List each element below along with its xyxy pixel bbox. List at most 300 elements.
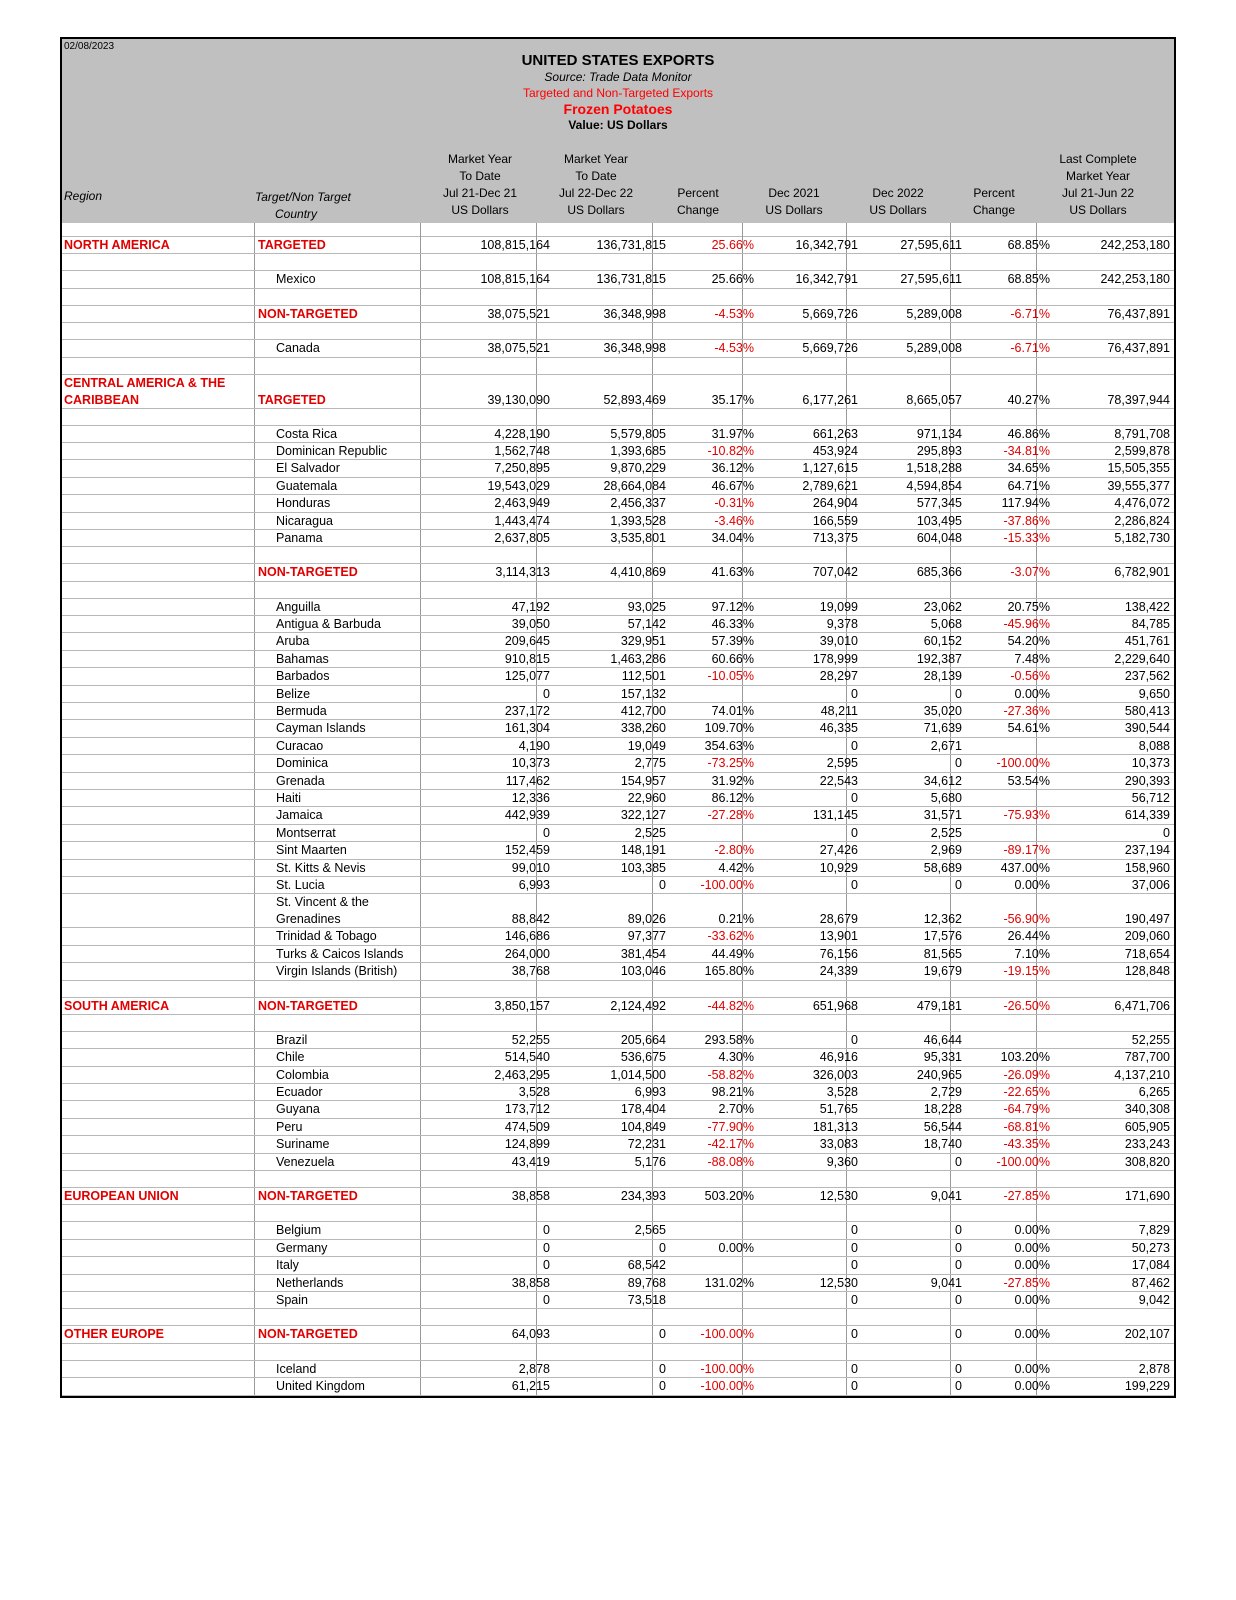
- cell-value: 51,765: [819, 1102, 858, 1117]
- cell-value: 713,375: [812, 530, 858, 545]
- cell-value: 0: [659, 1327, 666, 1342]
- cell-value: 661,263: [812, 426, 858, 441]
- table-row: [62, 1275, 1174, 1292]
- cell-value: 0: [659, 1379, 666, 1394]
- cell-value: 2,525: [634, 825, 666, 840]
- cell-value: 0.00%: [718, 1240, 754, 1255]
- cell-value: 12,530: [819, 1189, 858, 1204]
- group-total-row: [62, 375, 1174, 409]
- cell-value: 10,373: [1131, 756, 1170, 771]
- target-type-label: NON-TARGETED: [258, 306, 358, 321]
- col-header-target-line: Target/Non Target: [255, 190, 351, 204]
- spacer-row: [62, 1309, 1174, 1326]
- cell-value: 87,462: [1131, 1275, 1170, 1290]
- cell-value: 2,463,295: [494, 1067, 550, 1082]
- cell-value: -33.62%: [707, 929, 754, 944]
- country-name: Iceland: [276, 1361, 317, 1376]
- col-header-dec-2022: [846, 185, 950, 219]
- cell-value: 453,924: [812, 443, 858, 458]
- cell-value: 138,422: [1124, 599, 1170, 614]
- spacer-row: [62, 358, 1174, 375]
- cell-value: -10.82%: [707, 443, 754, 458]
- cell-value: 36,348,998: [603, 306, 666, 321]
- country-name: El Salvador: [276, 461, 340, 476]
- table-row: [62, 616, 1174, 633]
- target-type-label: NON-TARGETED: [258, 1327, 358, 1342]
- cell-value: -27.85%: [1003, 1275, 1050, 1290]
- cell-value: -27.85%: [1003, 1189, 1050, 1204]
- cell-value: 52,255: [1131, 1032, 1170, 1047]
- table-row: [62, 651, 1174, 668]
- spacer-row: [62, 409, 1174, 426]
- table-row: [62, 271, 1174, 288]
- hdr-line: Change: [972, 203, 1016, 217]
- header-spacer-row: [62, 223, 1174, 237]
- cell-value: 10,929: [819, 860, 858, 875]
- country-name: Panama: [276, 530, 323, 545]
- cell-value: 136,731,815: [596, 238, 666, 252]
- export-table: [60, 223, 1176, 1398]
- cell-value: 9,041: [930, 1275, 962, 1290]
- cell-value: -58.82%: [707, 1067, 754, 1082]
- country-name: Bermuda: [276, 704, 327, 719]
- cell-value: 0.00%: [1014, 1258, 1050, 1273]
- cell-value: 25.66%: [711, 238, 754, 252]
- cell-value: 604,048: [916, 530, 962, 545]
- cell-value: 181,313: [812, 1119, 858, 1134]
- report-title: UNITED STATES EXPORTS: [521, 52, 715, 69]
- cell-value: 60,152: [923, 634, 962, 649]
- cell-value: 46.67%: [711, 478, 754, 493]
- cell-value: 46,335: [819, 721, 858, 736]
- table-row: [62, 894, 1174, 928]
- cell-value: 146,686: [504, 929, 550, 944]
- cell-value: 6,265: [1138, 1085, 1170, 1100]
- col-header-region: Region: [64, 189, 103, 203]
- spacer-row: [62, 1205, 1174, 1222]
- cell-value: 503.20%: [704, 1189, 754, 1204]
- cell-value: 4,410,869: [610, 565, 666, 580]
- table-row: [62, 1257, 1174, 1274]
- cell-value: 86.12%: [711, 790, 754, 805]
- cell-value: 577,345: [916, 496, 962, 511]
- cell-value: 178,999: [812, 651, 858, 666]
- target-type-label: TARGETED: [258, 238, 326, 252]
- cell-value: 2,595: [826, 756, 858, 771]
- cell-value: -68.81%: [1003, 1119, 1050, 1134]
- cell-value: 36.12%: [711, 461, 754, 476]
- cell-value: 61,215: [511, 1379, 550, 1394]
- cell-value: 39,130,090: [487, 392, 550, 407]
- col-header-mytd-2022: [538, 151, 654, 219]
- cell-value: 293.58%: [704, 1032, 754, 1047]
- cell-value: 38,768: [511, 964, 550, 979]
- cell-value: 2,565: [634, 1223, 666, 1238]
- country-name: Costa Rica: [276, 426, 338, 441]
- cell-value: 326,003: [812, 1067, 858, 1082]
- cell-value: 4.30%: [718, 1050, 754, 1065]
- report-product: Frozen Potatoes: [563, 101, 673, 117]
- cell-value: 117,462: [505, 773, 550, 788]
- country-name: Sint Maarten: [276, 843, 347, 858]
- cell-value: 54.20%: [1007, 634, 1050, 649]
- cell-value: 707,042: [812, 565, 858, 580]
- cell-value: 171,690: [1124, 1189, 1170, 1204]
- hdr-line: US Dollars: [451, 203, 509, 217]
- cell-value: 165.80%: [704, 964, 754, 979]
- cell-value: 0.00%: [1014, 1240, 1050, 1255]
- cell-value: 3,528: [826, 1085, 858, 1100]
- cell-value: 112,501: [621, 669, 666, 684]
- country-name: St. Lucia: [276, 877, 325, 892]
- cell-value: 2,878: [1138, 1361, 1170, 1376]
- cell-value: 329,951: [620, 634, 666, 649]
- cell-value: 6,177,261: [802, 392, 858, 407]
- cell-value: 103.20%: [1000, 1050, 1050, 1065]
- cell-value: 5,289,008: [906, 341, 962, 356]
- cell-value: 1,127,615: [802, 461, 858, 476]
- cell-value: 2,969: [930, 843, 962, 858]
- cell-value: 442,939: [504, 808, 550, 823]
- cell-value: -27.36%: [1003, 704, 1050, 719]
- cell-value: 72,231: [627, 1137, 666, 1152]
- cell-value: 2,124,492: [610, 998, 666, 1013]
- cell-value: 209,645: [504, 634, 550, 649]
- cell-value: 308,820: [1124, 1154, 1170, 1169]
- cell-value: 178,404: [620, 1102, 666, 1117]
- country-name: Virgin Islands (British): [276, 964, 398, 979]
- country-name: Montserrat: [276, 825, 336, 840]
- target-type-label: TARGETED: [258, 392, 326, 407]
- cell-value: 64.71%: [1007, 478, 1050, 493]
- table-row: [62, 443, 1174, 460]
- cell-value: 5,680: [930, 790, 962, 805]
- cell-value: 93,025: [627, 599, 666, 614]
- cell-value: -2.80%: [714, 843, 754, 858]
- cell-value: 53.54%: [1007, 773, 1050, 788]
- cell-value: 1,562,748: [494, 443, 550, 458]
- cell-value: 0.00%: [1014, 1379, 1050, 1394]
- cell-value: 0: [851, 790, 858, 805]
- cell-value: -27.28%: [707, 808, 754, 823]
- cell-value: 60.66%: [711, 651, 754, 666]
- cell-value: 190,497: [1124, 912, 1170, 927]
- cell-value: 0: [543, 686, 550, 701]
- cell-value: 9,042: [1138, 1292, 1170, 1307]
- table-row: [62, 1292, 1174, 1309]
- cell-value: 12,336: [511, 790, 550, 805]
- country-name: Curacao: [276, 738, 324, 753]
- cell-value: 34,612: [923, 773, 962, 788]
- cell-value: 381,454: [620, 946, 666, 961]
- cell-value: 685,366: [916, 565, 962, 580]
- col-header-pct-change-dec: [950, 185, 1038, 219]
- cell-value: 27,426: [819, 843, 858, 858]
- cell-value: 28,664,084: [603, 478, 666, 493]
- cell-value: 514,540: [504, 1050, 550, 1065]
- cell-value: 33,083: [819, 1137, 858, 1152]
- table-row: [62, 495, 1174, 512]
- table-row: [62, 703, 1174, 720]
- table-row: [62, 599, 1174, 616]
- cell-value: -19.15%: [1003, 964, 1050, 979]
- cell-value: 136,731,815: [596, 272, 666, 287]
- cell-value: 0: [851, 686, 858, 701]
- country-name: Turks & Caicos Islands: [276, 946, 404, 961]
- cell-value: 0: [955, 1240, 962, 1255]
- hdr-line: US Dollars: [765, 203, 823, 217]
- spacer-row: [62, 981, 1174, 998]
- region-label: EUROPEAN UNION: [64, 1189, 179, 1204]
- report-subtitle: Targeted and Non-Targeted Exports: [522, 86, 714, 100]
- table-row: [62, 530, 1174, 547]
- hdr-line: Dec 2021: [768, 186, 820, 200]
- cell-value: 57,142: [627, 617, 666, 632]
- cell-value: 0: [955, 756, 962, 771]
- cell-value: -0.56%: [1010, 669, 1050, 684]
- col-header-dec-2021: [742, 185, 846, 219]
- cell-value: 23,062: [923, 599, 962, 614]
- cell-value: 52,893,469: [603, 392, 666, 407]
- cell-value: -3.07%: [1010, 565, 1050, 580]
- cell-value: 0: [543, 1292, 550, 1307]
- cell-value: 18,740: [923, 1137, 962, 1152]
- country-name: Barbados: [276, 669, 330, 684]
- cell-value: 98.21%: [711, 1085, 754, 1100]
- group-total-row: [62, 1188, 1174, 1205]
- title-block: [62, 53, 1174, 133]
- table-row: [62, 668, 1174, 685]
- country-name: Honduras: [276, 496, 331, 511]
- cell-value: 152,459: [504, 843, 550, 858]
- table-row: [62, 1119, 1174, 1136]
- cell-value: 4.42%: [718, 860, 754, 875]
- cell-value: 125,077: [504, 669, 550, 684]
- report-date: 02/08/2023: [64, 41, 115, 52]
- cell-value: 8,665,057: [906, 392, 962, 407]
- cell-value: 2.70%: [718, 1102, 754, 1117]
- cell-value: 237,172: [504, 704, 550, 719]
- cell-value: 2,637,805: [494, 530, 550, 545]
- hdr-line: Market Year: [1065, 169, 1131, 183]
- cell-value: 264,000: [504, 946, 550, 961]
- cell-value: 605,905: [1124, 1119, 1170, 1134]
- cell-value: 103,046: [620, 964, 666, 979]
- cell-value: 24,339: [819, 964, 858, 979]
- cell-value: 7,829: [1138, 1223, 1170, 1238]
- cell-value: -100.00%: [996, 756, 1050, 771]
- cell-value: 240,965: [916, 1067, 962, 1082]
- cell-value: 2,229,640: [1114, 651, 1170, 666]
- country-name: Jamaica: [276, 808, 323, 823]
- col-header-country-line: Country: [275, 207, 318, 221]
- cell-value: 35,020: [923, 704, 962, 719]
- cell-value: 3,850,157: [494, 998, 550, 1013]
- cell-value: 0: [955, 686, 962, 701]
- cell-value: 74.01%: [711, 704, 754, 719]
- country-name: Venezuela: [276, 1154, 335, 1169]
- cell-value: 28,297: [819, 669, 858, 684]
- cell-value: 0: [955, 1154, 962, 1169]
- hdr-line: Jul 21-Dec 21: [442, 186, 518, 200]
- cell-value: 0: [955, 1292, 962, 1307]
- cell-value: 40.27%: [1007, 392, 1050, 407]
- cell-value: 4,190: [518, 738, 550, 753]
- cell-value: 0: [955, 1258, 962, 1273]
- country-name: Haiti: [276, 790, 302, 805]
- cell-value: 0.21%: [718, 912, 754, 927]
- cell-value: 2,789,621: [802, 478, 858, 493]
- table-row: [62, 790, 1174, 807]
- hdr-line: Percent: [677, 186, 719, 200]
- cell-value: 290,393: [1124, 773, 1170, 788]
- cell-value: 1,393,685: [610, 443, 666, 458]
- cell-value: 0: [851, 738, 858, 753]
- country-name: Antigua & Barbuda: [276, 617, 381, 632]
- table-row: [62, 1361, 1174, 1378]
- cell-value: 48,211: [820, 704, 858, 719]
- table-row: [62, 928, 1174, 945]
- cell-value: 614,339: [1124, 808, 1170, 823]
- export-report: [60, 37, 1176, 1398]
- cell-value: 264,904: [812, 496, 858, 511]
- cell-value: 451,761: [1124, 634, 1170, 649]
- cell-value: 108,815,164: [480, 238, 550, 252]
- cell-value: 108,815,164: [480, 272, 550, 287]
- cell-value: 5,068: [930, 617, 962, 632]
- cell-value: 237,194: [1124, 843, 1170, 858]
- spacer-row: [62, 1171, 1174, 1188]
- cell-value: 390,544: [1124, 721, 1170, 736]
- cell-value: 0: [851, 877, 858, 892]
- cell-value: 89,768: [627, 1275, 666, 1290]
- cell-value: -37.86%: [1003, 513, 1050, 528]
- cell-value: 202,107: [1124, 1327, 1170, 1342]
- country-name: Germany: [276, 1240, 328, 1255]
- country-name: Peru: [276, 1119, 303, 1134]
- cell-value: 6,993: [518, 877, 550, 892]
- table-row: [62, 738, 1174, 755]
- cell-value: 0.00%: [1014, 686, 1050, 701]
- cell-value: 2,463,949: [494, 496, 550, 511]
- cell-value: 39,555,377: [1107, 478, 1170, 493]
- cell-value: 209,060: [1124, 929, 1170, 944]
- report-value-note: Value: US Dollars: [568, 118, 668, 132]
- country-name: Brazil: [276, 1032, 308, 1047]
- cell-value: 2,775: [634, 756, 666, 771]
- cell-value: -42.17%: [707, 1137, 754, 1152]
- cell-value: 19,099: [819, 599, 858, 614]
- group-total-row: [62, 237, 1174, 254]
- cell-value: 7.48%: [1014, 651, 1050, 666]
- cell-value: 0: [851, 1032, 858, 1047]
- country-name: Grenada: [276, 773, 325, 788]
- country-name: St. Vincent & the Grenadines: [276, 895, 369, 927]
- table-row: [62, 1240, 1174, 1257]
- country-name: Ecuador: [276, 1085, 323, 1100]
- cell-value: -100.00%: [700, 1361, 754, 1376]
- cell-value: 31.92%: [711, 773, 754, 788]
- cell-value: 22,543: [819, 773, 858, 788]
- country-name: Belgium: [276, 1223, 322, 1238]
- cell-value: 9,378: [826, 617, 858, 632]
- cell-value: 5,579,805: [610, 426, 666, 441]
- cell-value: 46,916: [819, 1050, 858, 1065]
- cell-value: 0.00%: [1014, 1361, 1050, 1376]
- spacer-row: [62, 1015, 1174, 1032]
- table-row: [62, 478, 1174, 495]
- cell-value: 651,968: [812, 998, 858, 1013]
- cell-value: 44.49%: [711, 946, 754, 961]
- cell-value: 157,132: [620, 686, 666, 701]
- cell-value: 124,899: [504, 1137, 550, 1152]
- cell-value: 2,456,337: [610, 496, 666, 511]
- cell-value: 5,289,008: [906, 306, 962, 321]
- cell-value: -100.00%: [700, 877, 754, 892]
- region-label: NORTH AMERICA: [64, 238, 170, 252]
- country-name: Bahamas: [276, 651, 329, 666]
- target-type-label: NON-TARGETED: [258, 1189, 358, 1204]
- cell-value: 0: [851, 1361, 858, 1376]
- cell-value: 338,260: [620, 721, 666, 736]
- cell-value: 237,562: [1124, 669, 1170, 684]
- cell-value: -100.00%: [700, 1327, 754, 1342]
- table-row: [62, 963, 1174, 980]
- cell-value: 19,543,029: [487, 478, 550, 493]
- cell-value: -64.79%: [1003, 1102, 1050, 1117]
- cell-value: 6,993: [634, 1085, 666, 1100]
- country-name: Mexico: [276, 272, 316, 287]
- cell-value: 295,893: [916, 443, 962, 458]
- cell-value: 9,650: [1138, 686, 1170, 701]
- cell-value: -26.09%: [1003, 1067, 1050, 1082]
- cell-value: 233,243: [1124, 1137, 1170, 1152]
- cell-value: -26.50%: [1003, 998, 1050, 1013]
- cell-value: 58,689: [923, 860, 962, 875]
- cell-value: 22,960: [627, 790, 666, 805]
- cell-value: 166,559: [812, 513, 858, 528]
- cell-value: 8,088: [1138, 738, 1170, 753]
- cell-value: 46.86%: [1007, 426, 1050, 441]
- hdr-line: Jul 22-Dec 22: [558, 186, 634, 200]
- cell-value: 12,530: [819, 1275, 858, 1290]
- cell-value: 103,385: [620, 860, 666, 875]
- cell-value: -15.33%: [1003, 530, 1050, 545]
- table-row: [62, 1067, 1174, 1084]
- cell-value: 0: [851, 825, 858, 840]
- cell-value: 787,700: [1124, 1050, 1170, 1065]
- cell-value: 6,782,901: [1114, 565, 1170, 580]
- table-row: [62, 1136, 1174, 1153]
- cell-value: 34.04%: [711, 530, 754, 545]
- hdr-line: US Dollars: [1069, 203, 1127, 217]
- cell-value: 117.94%: [1001, 496, 1050, 511]
- cell-value: 1,393,528: [610, 513, 666, 528]
- country-name: Anguilla: [276, 599, 321, 614]
- cell-value: 536,675: [620, 1050, 666, 1065]
- cell-value: 4,594,854: [906, 478, 962, 493]
- cell-value: 28,679: [819, 912, 858, 927]
- cell-value: 0: [543, 1258, 550, 1273]
- cell-value: 10,373: [511, 756, 550, 771]
- table-row: [62, 1378, 1174, 1395]
- cell-value: 64,093: [511, 1327, 550, 1342]
- cell-value: 1,014,500: [610, 1067, 666, 1082]
- cell-value: 56,544: [923, 1119, 962, 1134]
- table-row: [62, 460, 1174, 477]
- cell-value: -3.46%: [714, 513, 754, 528]
- table-row: [62, 1154, 1174, 1171]
